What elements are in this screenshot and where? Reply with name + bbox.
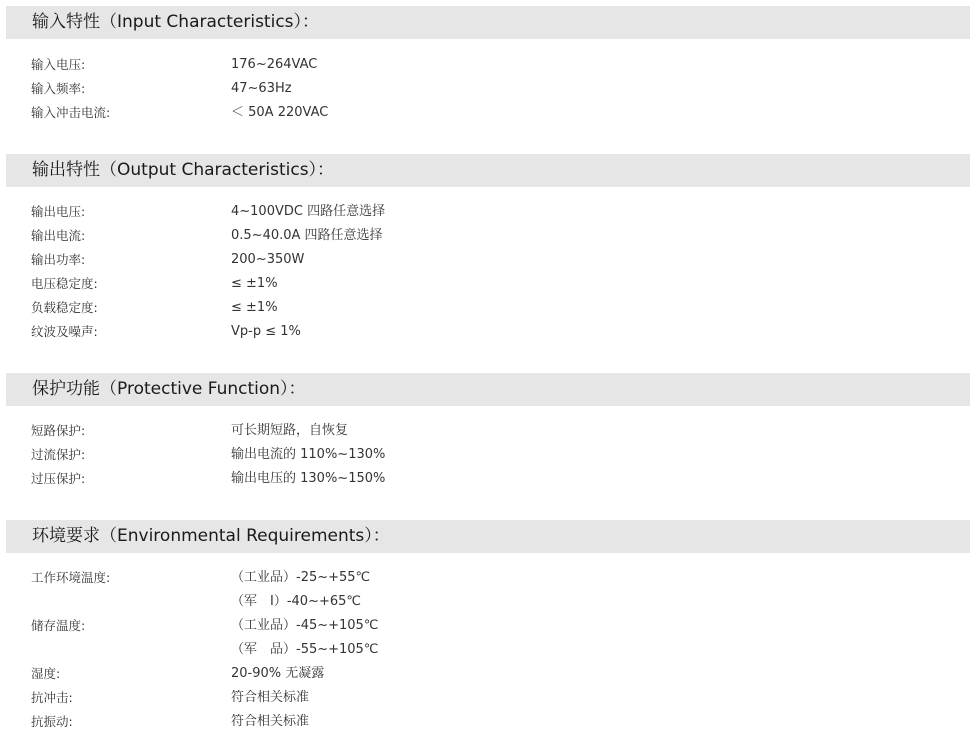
- section-header: [6, 154, 970, 187]
- spec-row: [0, 443, 979, 467]
- spec-value: 符合相关标准: [231, 714, 310, 729]
- spec-value: 输出电压的 130%~150%: [231, 471, 386, 486]
- section-title: 输出特性（Output Characteristics）：: [32, 160, 335, 180]
- spec-value: 可长期短路，自恢复: [231, 423, 349, 438]
- spec-label: 短路保护:: [31, 423, 86, 438]
- spec-row: [0, 467, 979, 491]
- spec-value: ＜ 50A 220VAC: [231, 105, 329, 120]
- spec-label: 过压保护:: [31, 471, 86, 486]
- spec-row: [0, 686, 979, 710]
- spec-label: 湿度:: [31, 666, 61, 681]
- spec-label: 输出电压:: [31, 204, 86, 219]
- spec-label: 输出功率:: [31, 252, 86, 267]
- spec-value: 200~350W: [231, 252, 305, 267]
- spec-row: [0, 101, 979, 125]
- section-header: [6, 520, 970, 553]
- section-title: 保护功能（Protective Function）：: [32, 379, 306, 399]
- spec-value: （军 Ⅰ）-40~+65℃: [231, 594, 361, 609]
- spec-label: 抗振动:: [31, 714, 73, 729]
- spec-row: [0, 566, 979, 590]
- spec-row: [0, 662, 979, 686]
- spec-row: [0, 296, 979, 320]
- section-title: 环境要求（Environmental Requirements）：: [32, 526, 390, 546]
- spec-row: [0, 224, 979, 248]
- spec-value: Vp-p ≤ 1%: [231, 324, 301, 339]
- spec-label: 输入电压:: [31, 57, 86, 72]
- spec-row: [0, 590, 979, 614]
- spec-label: 输出电流:: [31, 228, 86, 243]
- section-header: [6, 6, 970, 39]
- spec-label: 输入冲击电流:: [31, 105, 111, 120]
- spec-row: [0, 638, 979, 662]
- spec-value: （工业品）-45~+105℃: [231, 618, 379, 633]
- spec-value: 176~264VAC: [231, 57, 318, 72]
- section-header: [6, 373, 970, 406]
- spec-row: [0, 614, 979, 638]
- spec-label: 输入频率:: [31, 81, 86, 96]
- spec-label: 过流保护:: [31, 447, 86, 462]
- spec-row: [0, 272, 979, 296]
- section-title: 输入特性（Input Characteristics）：: [32, 12, 320, 32]
- spec-value: ≤ ±1%: [231, 276, 278, 291]
- spec-label: 储存温度:: [31, 618, 86, 633]
- spec-label: 负载稳定度:: [31, 300, 98, 315]
- spec-row: [0, 53, 979, 77]
- spec-value: （工业品）-25~+55℃: [231, 570, 371, 585]
- spec-row: [0, 200, 979, 224]
- spec-label: 纹波及噪声:: [31, 324, 98, 339]
- spec-row: [0, 710, 979, 734]
- spec-value: 符合相关标准: [231, 690, 310, 705]
- spec-value: 4~100VDC 四路任意选择: [231, 204, 386, 219]
- spec-label: 工作环境温度:: [31, 570, 111, 585]
- spec-value: 20-90% 无凝露: [231, 666, 325, 681]
- spec-row: [0, 248, 979, 272]
- spec-value: 0.5~40.0A 四路任意选择: [231, 228, 383, 243]
- spec-row: [0, 419, 979, 443]
- spec-value: （军 品）-55~+105℃: [231, 642, 379, 657]
- spec-value: ≤ ±1%: [231, 300, 278, 315]
- spec-label: 电压稳定度:: [31, 276, 98, 291]
- spec-value: 47~63Hz: [231, 81, 292, 96]
- spec-row: [0, 320, 979, 344]
- spec-value: 输出电流的 110%~130%: [231, 447, 386, 462]
- spec-row: [0, 77, 979, 101]
- spec-label: 抗冲击:: [31, 690, 73, 705]
